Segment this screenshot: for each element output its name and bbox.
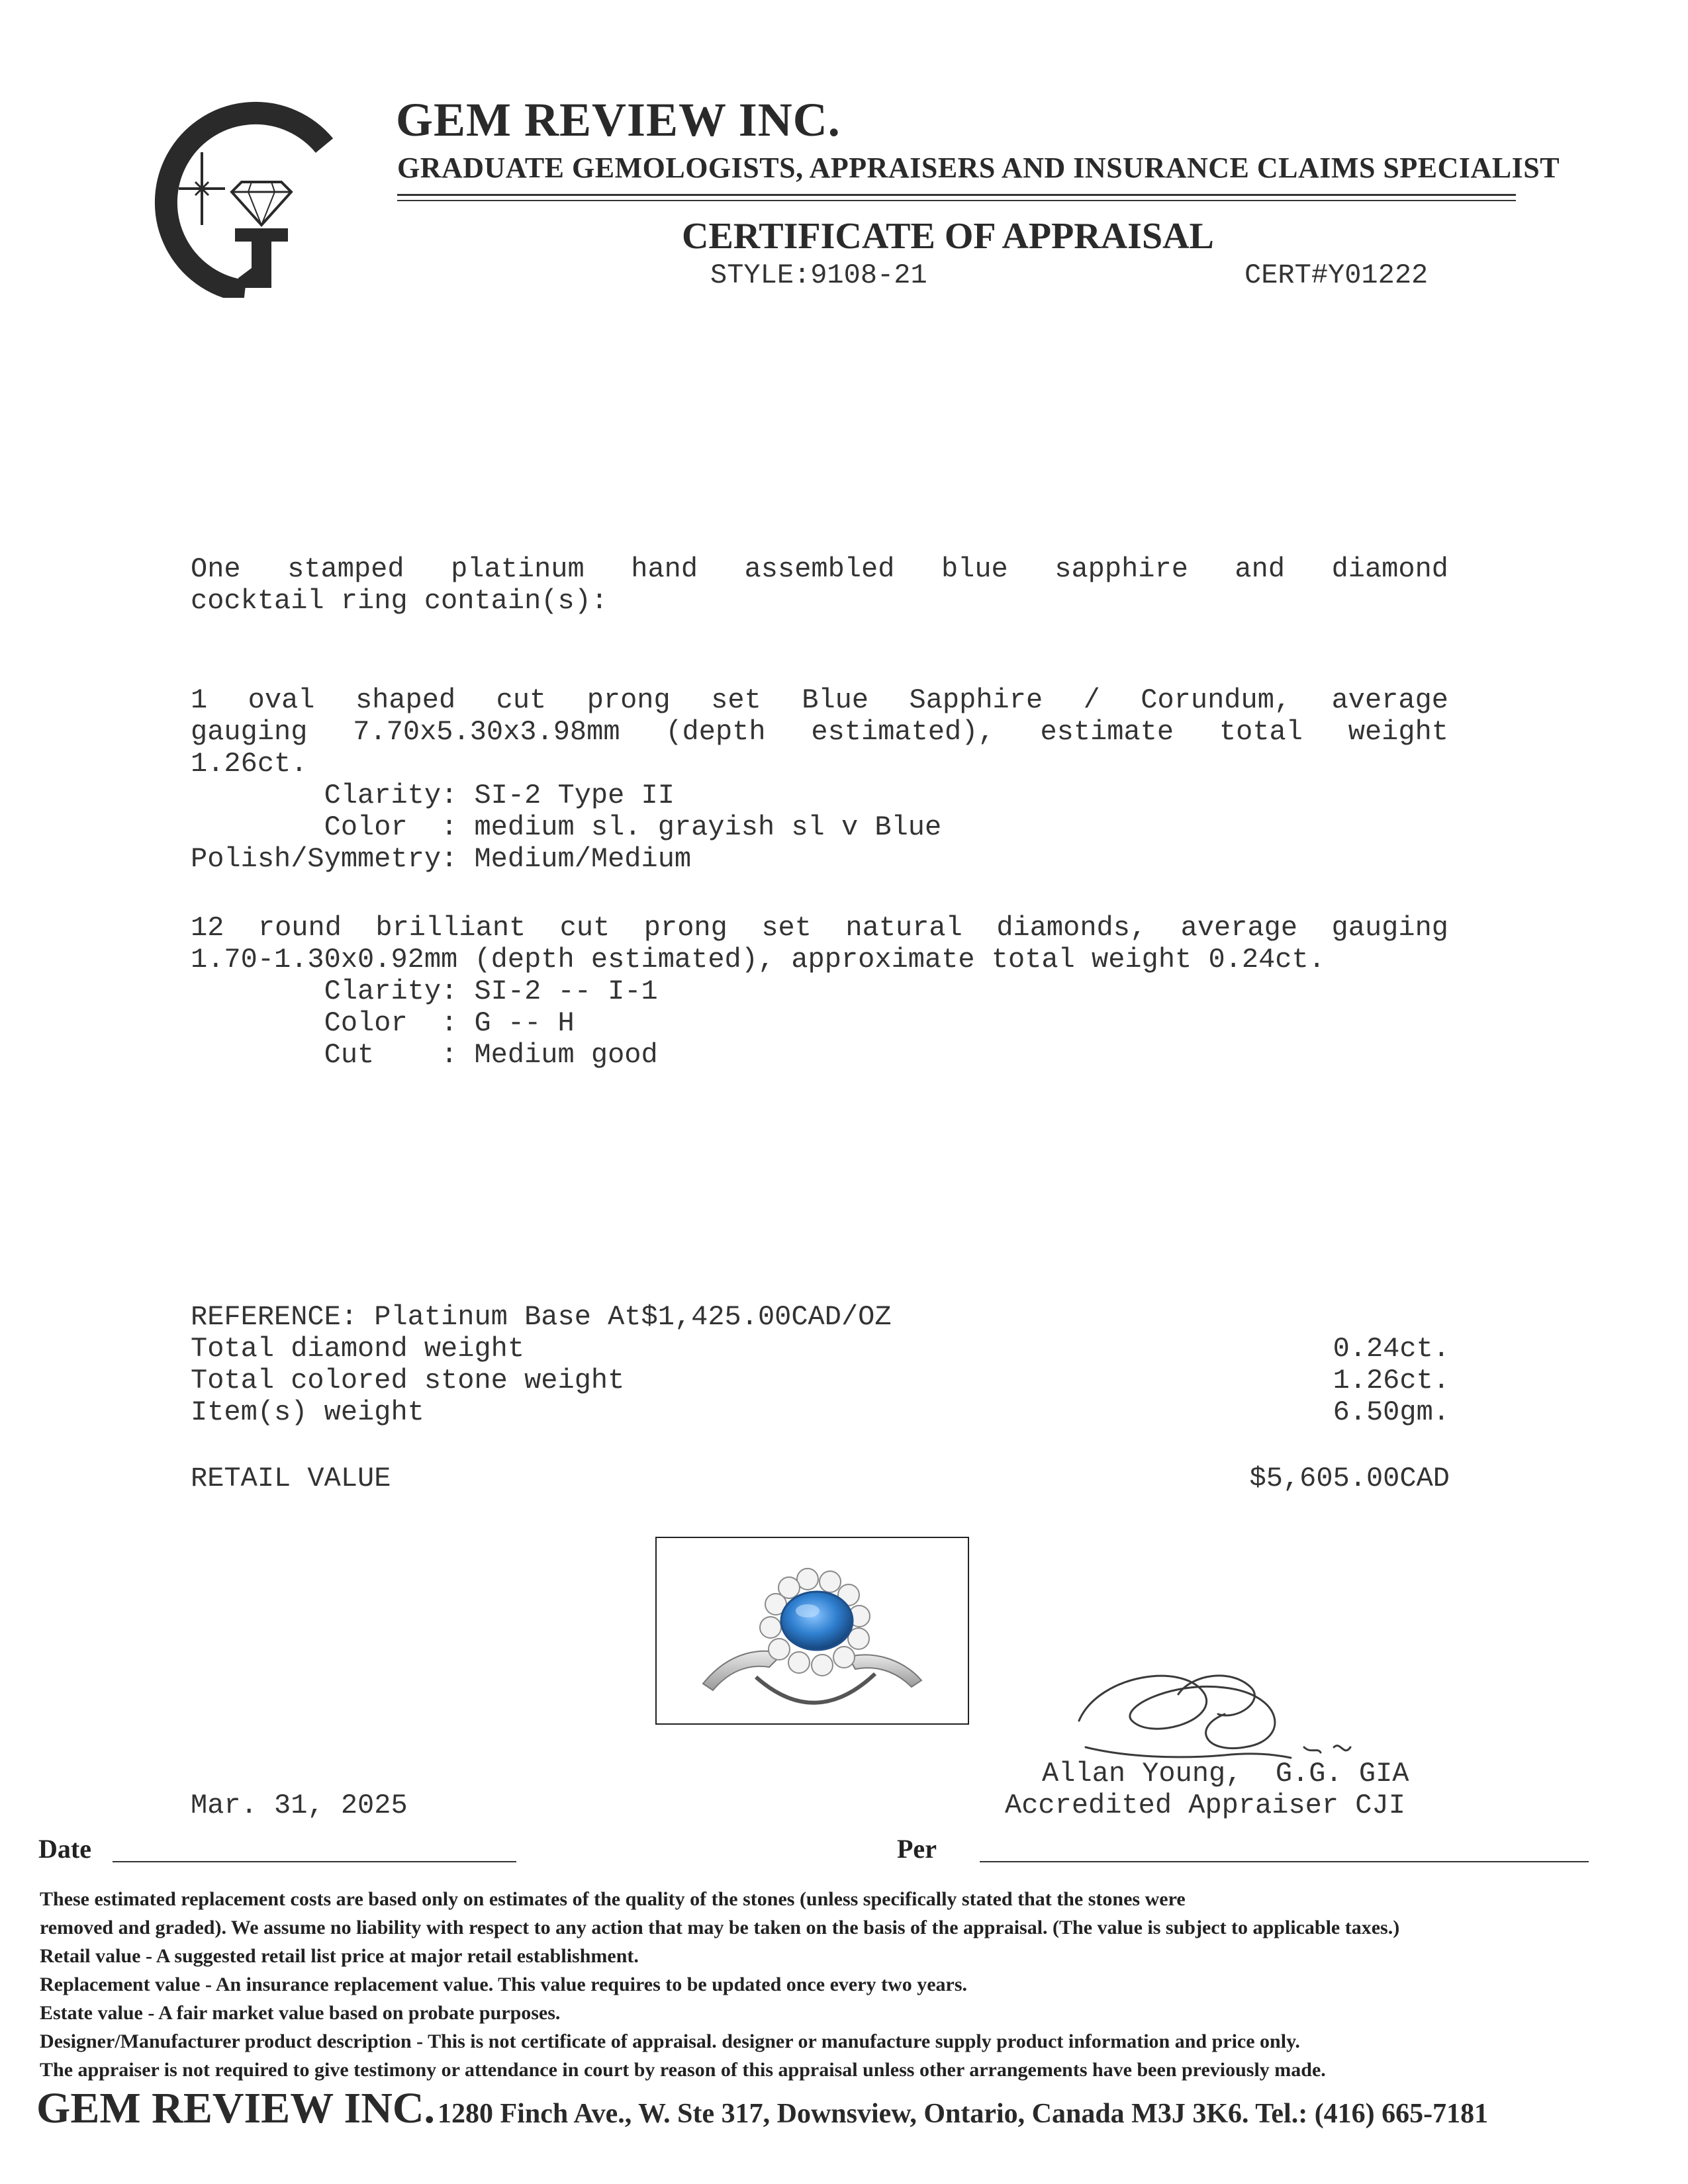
diamonds-line-2: 1.70-1.30x0.92mm (depth estimated), approximate total weight 0.24ct. [191, 944, 1325, 976]
sapphire-line-2: gauging 7.70x5.30x3.98mm (depth estimated), estimate total weight [191, 716, 1448, 748]
sapphire-polish: Polish/Symmetry: Medium/Medium [191, 843, 692, 875]
sapphire-color: Color : medium sl. grayish sl v Blue [191, 811, 942, 843]
sapphire-line-1: 1 oval shaped cut prong set Blue Sapphire / Corundum, average [191, 684, 1448, 716]
appraiser-signature [1072, 1648, 1377, 1767]
appraisal-date: Mar. 31, 2025 [191, 1790, 408, 1821]
description-line-1: One stamped platinum hand assembled blue sapphire and diamond [191, 553, 1448, 585]
summary-value: 1.26ct. [1333, 1365, 1450, 1396]
diamonds-color: Color : G -- H [191, 1007, 575, 1039]
certificate-title: CERTIFICATE OF APPRAISAL [682, 216, 1214, 257]
summary-label: Total diamond weight [191, 1333, 525, 1365]
description-line-2: cocktail ring contain(s): [191, 585, 608, 617]
reference-line: REFERENCE: Platinum Base At$1,425.00CAD/OZ [191, 1301, 892, 1333]
company-logo [139, 99, 338, 298]
diamonds-line-1: 12 round brilliant cut prong set natural diamonds, average gauging [191, 912, 1448, 944]
disclaimer-line: These estimated replacement costs are based only on estimates of the quality of the stones (unless specifically stated that the stones were [40, 1888, 1186, 1910]
footer [36, 2083, 1488, 2134]
summary-label: Item(s) weight [191, 1396, 424, 1428]
cert-number: CERT#Y01222 [1244, 259, 1429, 291]
disclaimer-line: removed and graded). We assume no liability with respect to any action that may be taken on the basis of the appraisal. (The value is subject to applicable taxes.) [40, 1917, 1400, 1938]
company-name: GEM REVIEW INC. [396, 93, 841, 146]
disclaimer-line: The appraiser is not required to give testimony or attendance in court by reason of this appraisal unless other arrangements have been previously made. [40, 2059, 1326, 2081]
footer-address: 1280 Finch Ave., W. Ste 317, Downsview, Ontario, Canada M3J 3K6. Tel.: (416) 665-7181 [438, 2099, 1489, 2129]
diamonds-clarity: Clarity: SI-2 -- I-1 [191, 976, 658, 1007]
diamonds-cut: Cut : Medium good [191, 1039, 658, 1071]
disclaimer-line: Replacement value - An insurance replacement value. This value requires to be updated once every two years. [40, 1974, 968, 1995]
summary-value: 0.24ct. [1333, 1333, 1450, 1365]
date-label: Date [38, 1834, 91, 1864]
summary-value: 6.50gm. [1333, 1396, 1450, 1428]
sapphire-line-3: 1.26ct. [191, 748, 308, 780]
retail-value-label: RETAIL VALUE [191, 1463, 391, 1494]
per-field-line [980, 1861, 1589, 1862]
header-divider-thin [397, 200, 1516, 201]
date-field-line [113, 1861, 516, 1862]
style-number: STYLE:9108-21 [710, 259, 927, 291]
sapphire-clarity: Clarity: SI-2 Type II [191, 780, 675, 811]
appraiser-name: Allan Young, G.G. GIA [1042, 1758, 1409, 1790]
retail-value-amount: $5,605.00CAD [1249, 1463, 1450, 1494]
appraiser-title: Accredited Appraiser CJI [1005, 1790, 1405, 1821]
disclaimer-line: Retail value - A suggested retail list price at major retail establishment. [40, 1945, 639, 1967]
footer-company-name: GEM REVIEW INC. [36, 2084, 436, 2132]
disclaimer-line: Designer/Manufacturer product description - This is not certificate of appraisal. designer or manufacture supply product information and price only. [40, 2030, 1300, 2052]
per-label: Per [897, 1834, 937, 1864]
header-divider [397, 194, 1516, 196]
disclaimer-line: Estate value - A fair market value based on probate purposes. [40, 2002, 561, 2024]
ring-photo [655, 1537, 969, 1725]
summary-label: Total colored stone weight [191, 1365, 625, 1396]
company-subtitle: GRADUATE GEMOLOGISTS, APPRAISERS AND INSURANCE CLAIMS SPECIALIST [397, 152, 1560, 184]
